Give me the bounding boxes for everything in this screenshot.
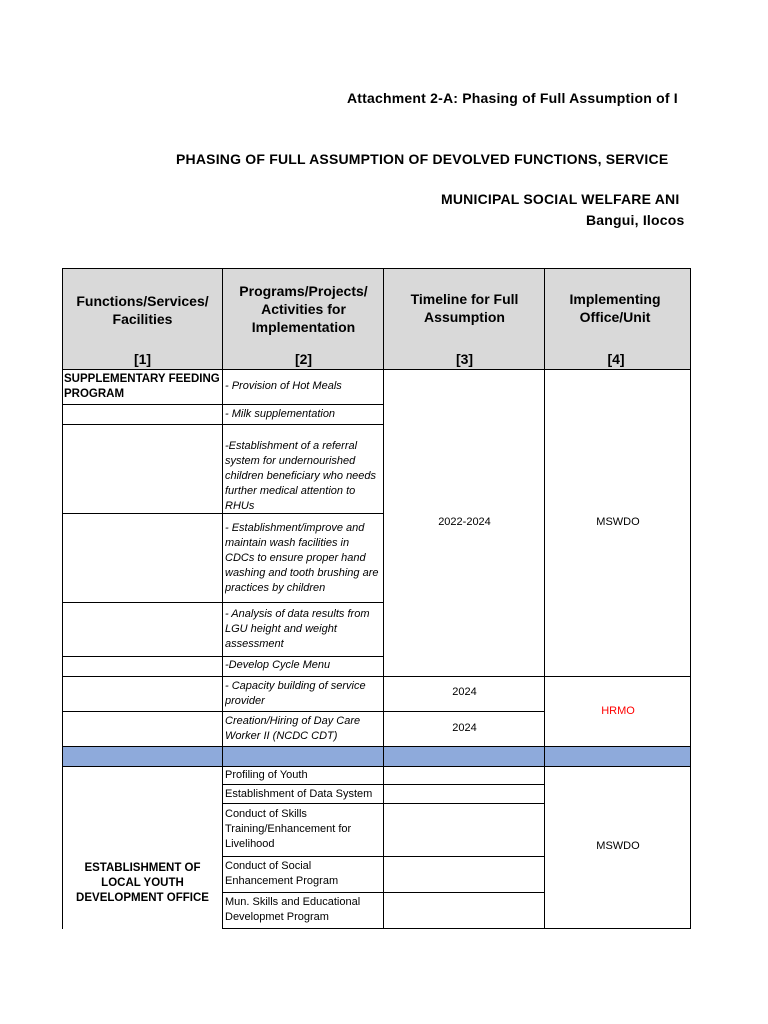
column-header-title: Functions/Services/ Facilities [76, 293, 209, 327]
grid-line [222, 268, 223, 929]
activity-cell: - Capacity building of service provider [225, 680, 366, 707]
activity-cell: Establishment of Data System [225, 788, 373, 800]
column-header-title: Programs/Projects/ Activities for Implementation [239, 283, 368, 335]
column-header-number: [3] [455, 351, 474, 367]
activity-cell: Profiling of Youth [225, 769, 308, 781]
column-header-functions [62, 268, 223, 369]
grid-line [222, 803, 545, 804]
office-cell: MSWDO [596, 516, 640, 528]
grid-line [62, 369, 691, 370]
office-cell: MSWDO [596, 840, 640, 852]
column-header-number: [1] [133, 351, 152, 367]
grid-line [62, 424, 384, 425]
location-title: Bangui, Ilocos [586, 212, 685, 228]
grid-line [62, 268, 63, 929]
column-header-number: [4] [607, 351, 625, 367]
grid-line [62, 676, 691, 677]
activity-cell: -Develop Cycle Menu [225, 659, 331, 671]
grid-line [544, 268, 545, 929]
grid-line [62, 602, 384, 603]
activity-cell: Conduct of Social Enhancement Program [225, 860, 339, 887]
attachment-title: Attachment 2-A: Phasing of Full Assumption of I [347, 90, 678, 106]
grid-line [222, 928, 691, 929]
activity-cell: - Provision of Hot Meals [225, 380, 342, 392]
activity-cell: - Milk supplementation [225, 408, 336, 420]
column-header-timeline [384, 268, 545, 369]
grid-line [62, 513, 384, 514]
activity-cell: Creation/Hiring of Day Care Worker II (NCDC CDT) [225, 715, 361, 742]
grid-line [62, 268, 691, 269]
timeline-cell: 2024 [452, 722, 477, 734]
activity-cell: Mun. Skills and Educational Developmet Program [225, 896, 361, 923]
grid-line [222, 892, 545, 893]
activity-cell: Conduct of Skills Training/Enhancement for Livelihood [225, 808, 352, 850]
grid-line [222, 784, 545, 785]
column-header-programs [223, 268, 384, 369]
timeline-cell: 2022-2024 [438, 516, 491, 528]
activity-cell: - Establishment/improve and maintain wash facilities in CDCs to ensure proper hand washing and tooth brushing are practices by children [225, 522, 379, 594]
grid-line [62, 656, 384, 657]
column-header-title: Timeline for Full Assumption [410, 291, 519, 325]
column-header-number: [2] [294, 351, 313, 367]
activity-cell: - Analysis of data results from LGU height and weight assessment [225, 608, 370, 650]
timeline-cell: 2024 [452, 686, 477, 698]
grid-line [222, 856, 545, 857]
grid-line [690, 268, 691, 929]
grid-line [383, 268, 384, 929]
office-cell-hrmo: HRMO [601, 705, 635, 717]
function-supplementary-feeding: SUPPLEMENTARY FEEDING PROGRAM [64, 373, 220, 400]
function-youth-development: ESTABLISHMENT OF LOCAL YOUTH DEVELOPMENT OFFICE [76, 862, 209, 904]
grid-line [62, 746, 691, 747]
activity-cell: -Establishment of a referral system for undernourished children beneficiary who needs further medical attention to RHUs [225, 440, 377, 512]
grid-line [62, 711, 545, 712]
office-title: MUNICIPAL SOCIAL WELFARE ANI [441, 191, 680, 207]
grid-line [62, 404, 384, 405]
grid-line [62, 766, 691, 767]
column-header-title: Implementing Office/Unit [569, 291, 661, 325]
phasing-title: PHASING OF FULL ASSUMPTION OF DEVOLVED FUNCTIONS, SERVICE [176, 151, 669, 167]
column-header-office [545, 268, 691, 369]
section-divider-band [62, 747, 691, 766]
